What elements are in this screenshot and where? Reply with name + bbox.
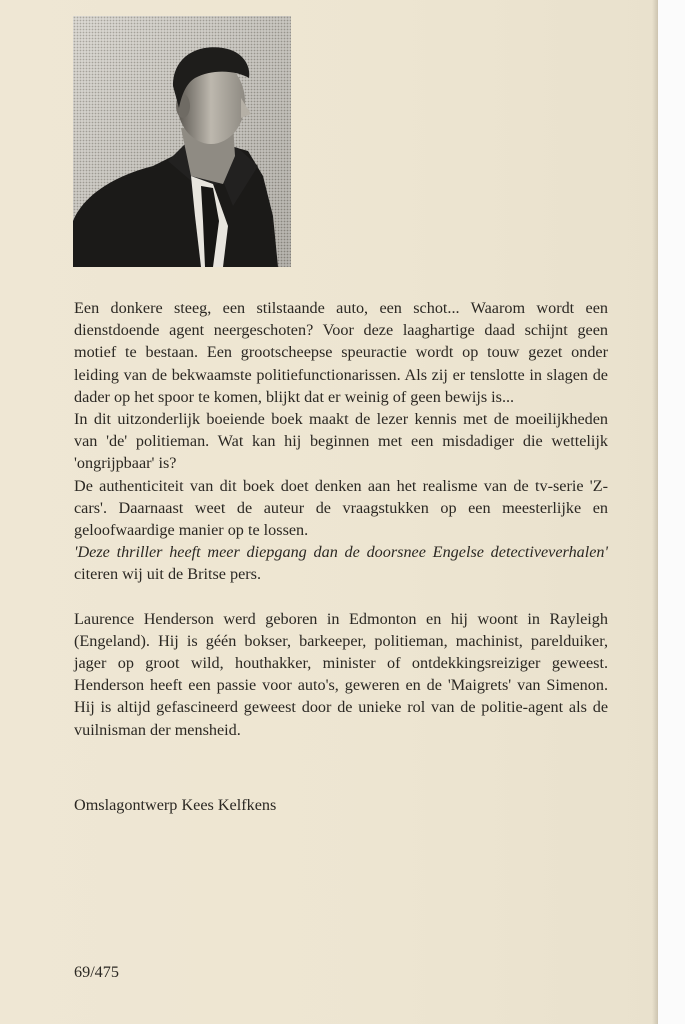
cover-design-credit: Omslagontwerp Kees Kelfkens [74,796,277,814]
blurb-paragraph-2: In dit uitzonderlijk boeiende boek maakt de lezer kennis met de moeilijkheden van 'de' politieman. Wat kan hij beginnen met een misdadiger die wettelijk 'ongrijpbaar' is? [74,410,608,473]
background-outside-book [658,0,685,1024]
author-photo [73,16,291,267]
blurb-paragraph-1: Een donkere steeg, een stilstaande auto, een schot... Waarom wordt een dienstdoende agent neergeschoten? Voor deze laaghartige daad schijnt geen motief te bestaan. Een grootscheepse speuractie wordt op touw gezet onder leiding van de bekwaamste politiefunctionarissen. Als zij er tenslotte in slagen de dader op het spoor te komen, blijkt dat er weinig of geen bewijs is... [74,299,608,406]
author-bio: Laurence Henderson werd geboren in Edmonton en hij woont in Rayleigh (Engeland). Hij is géén bokser, barkeeper, politieman, machinist, parelduiker, jager op groot wild, houthakker, minister of ontdekkingsreiziger geweest. Henderson heeft een passie voor auto's, geweren en de 'Maigrets' van Simenon. Hij is altijd gefascineerd geweest door de unieke rol van de politie-agent als de vuilnisman der mensheid. [74,609,608,739]
blurb-text [74,297,608,741]
press-quote: 'Deze thriller heeft meer diepgang dan de doorsnee Engelse detectiveverhalen' [74,543,608,562]
paragraph-gap [74,586,608,608]
press-quote-suffix: citeren wij uit de Britse pers. [74,565,262,584]
catalog-number: 69/475 [74,963,119,981]
blurb-paragraph-3: De authenticiteit van dit boek doet denken aan het realisme van de tv-serie 'Z-cars'. Daarnaast weet de auteur de vraagstukken op een meesterlijke en geloofwaardige manier op te lossen. [74,476,608,540]
press-quote-paragraph [74,541,608,585]
